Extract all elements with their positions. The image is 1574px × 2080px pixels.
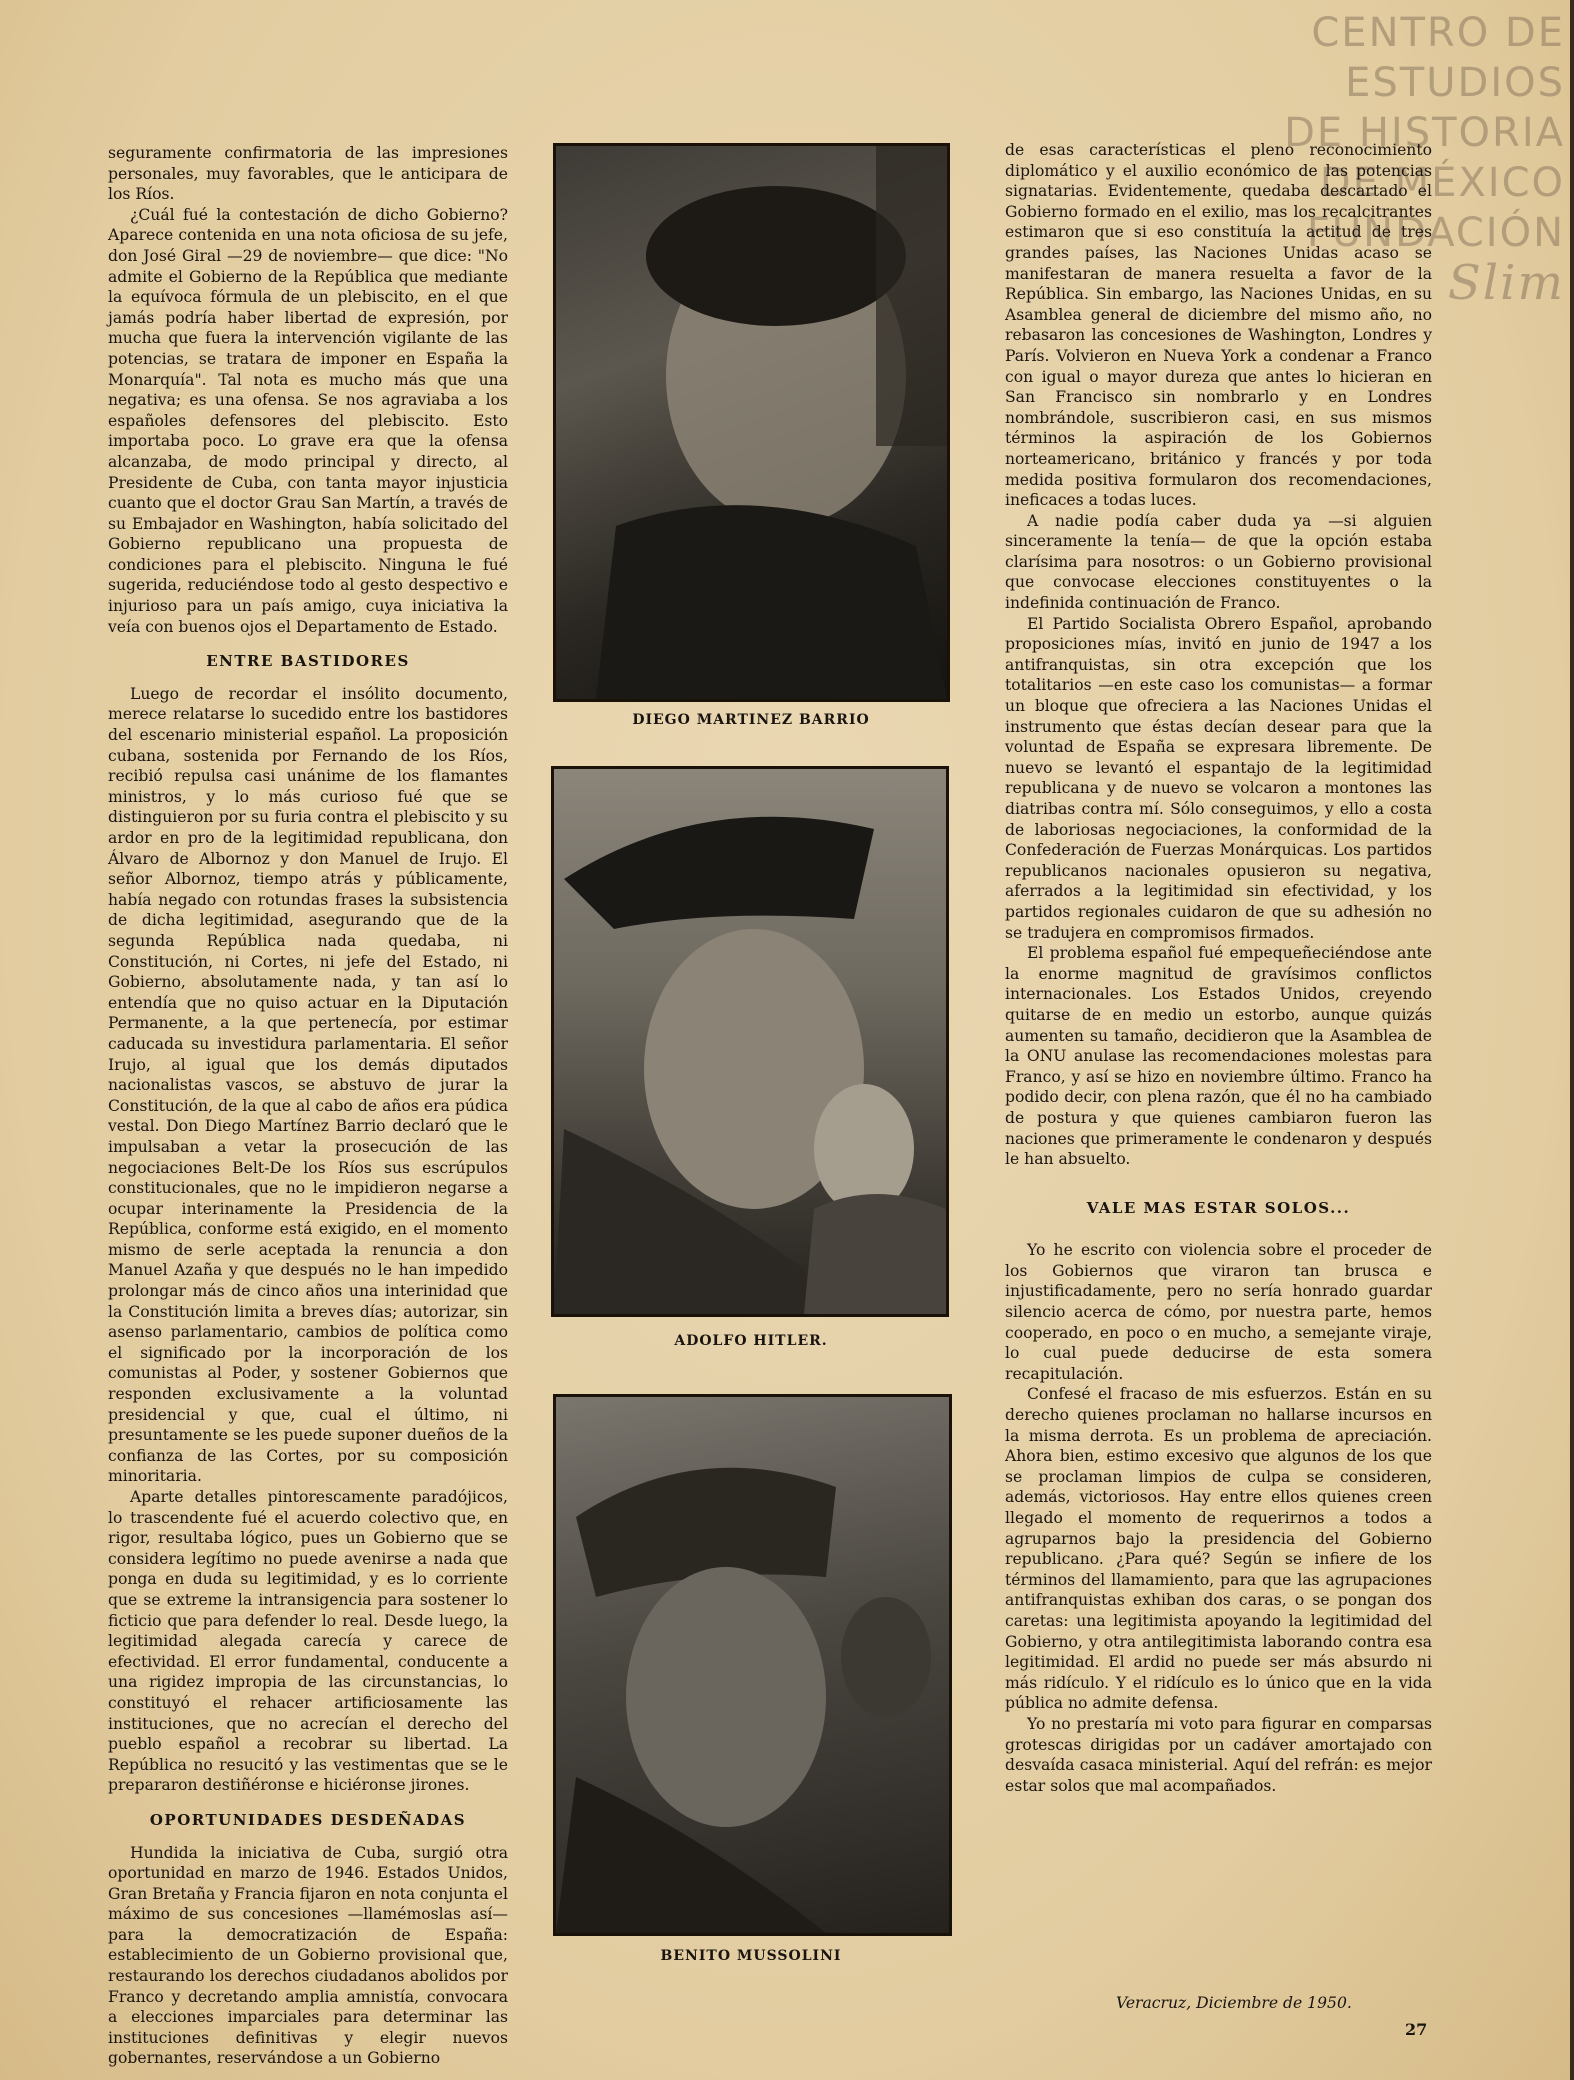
paragraph: seguramente confirmatoria de las impresiones personales, muy favorables, que le anticipara de los Ríos.	[108, 144, 508, 204]
photo-hitler	[551, 766, 949, 1317]
section-heading: VALE MAS ESTAR SOLOS...	[1086, 1198, 1351, 1217]
section-heading: OPORTUNIDADES DESDEÑADAS	[149, 1810, 467, 1829]
right-text-column	[1005, 140, 1432, 1796]
paragraph: A nadie podía caber duda ya —si alguien sinceramente la tenía— de que la opción estaba clarísima para nosotros: o un Gobierno provisional que convocase elecciones constituyentes o la indefinida continuación de Franco.	[1005, 511, 1432, 613]
portrait-image	[556, 1397, 949, 1933]
section-heading: ENTRE BASTIDORES	[206, 652, 410, 671]
photo-martinez-barrio	[553, 143, 950, 702]
archive-watermark: CENTRO DE ESTUDIOS DE HISTORIA DE MÉXICO FUNDACIÓN Slim	[1245, 8, 1565, 308]
left-text-column	[108, 143, 508, 2069]
paragraph: Confesé el fracaso de mis esfuerzos. Están en su derecho quienes proclaman no hallarse incursos en la misma derrota. Es un problema de apreciación. Ahora bien, estimo excesivo que algunos de los que se proclaman limpios de culpa se consideren, además, victoriosos. Hay entre ellos quienes creen llegado el momento de requerirnos a todos a agruparnos bajo la presidencia del Gobierno republicano. ¿Para qué? Según se infiere de los términos del llamamiento, para que las agrupaciones antifranquistas exhiban dos caras, o se pongan dos caretas: una legitimista apoyando la legitimidad del Gobierno, y otra antilegitimista laborando contra esa legitimidad. El ardid no puede ser más absurdo ni más ridículo. Y el ridículo es lo único que en la vida pública no admite defensa.	[1005, 1385, 1432, 1713]
photo-caption: BENITO MUSSOLINI	[660, 1948, 842, 1964]
paragraph: Luego de recordar el insólito documento, merece relatarse lo sucedido entre los bastidores del escenario ministerial español. La proposición cubana, sostenida por Fernando de los Ríos, recibió repulsa casi unánime de los flamantes ministros, y lo más curioso fué que se distinguieron por su furia contra el plebiscito y su ardor en pro de la legitimidad republicana, don Álvaro de Albornoz y don Manuel de Irujo. El señor Albornoz, tiempo atrás y públicamente, había negado con rotundas frases la subsistencia de dicha legitimidad, asegurando que de la segunda República nada quedaba, ni Constitución, ni Cortes, ni jefe del Estado, ni Gobierno, absolutamente nada, y tan así lo entendía que no quiso actuar en la Diputación Permanente, a la que pertenecía, por estimar caducada su investidura parlamentaria. El señor Irujo, al igual que los demás diputados nacionalistas vascos, se abstuvo de jurar la Constitución, de la que al cabo de años era púdica vestal. Don Diego Martínez Barrio declaró que le impulsaban a vetar la prosecución de las negociaciones Belt-De los Ríos sus escrúpulos constitucionales, que no le impidieron negarse a ocupar interinamente la Presidencia de la República, conforme está exigido, en el momento mismo de serle aceptada la renuncia a don Manuel Azaña y que después no le han impedido prolongar más de cinco años una interinidad que la Constitución limita a breves días; autorizar, sin asenso parlamentario, cambios de política como el significado por la incorporación de los comunistas al Poder, y sostener Gobiernos que responden exclusivamente a la voluntad presidencial y que, cual el último, ni presuntamente se les puede suponer dueños de la confianza de las Cortes, por su composición minoritaria.	[108, 684, 508, 1486]
paragraph: Aparte detalles pintorescamente paradójicos, lo trascendente fué el acuerdo colectivo que, en rigor, resultaba lógico, pues un Gobierno que se considera legítimo no puede avenirse a nada que ponga en duda su legitimidad, y es lo corriente que se extreme la intransigencia para sostener lo ficticio que para defender lo real. Desde luego, la legitimidad alegada carecía y carece de efectividad. El error fundamental, conducente a una rigidez impropia de las circunstancias, lo constituyó el rehacer artificiosamente las instituciones, que no acrecían el derecho del pueblo español a recobrar su libertad. La República no resucitó y las vestimentas que se le prepararon destiñéronse e hiciéronse jirones.	[108, 1488, 508, 1795]
photo-caption: ADOLFO HITLER.	[674, 1333, 828, 1349]
paragraph: El problema español fué empequeñeciéndose ante la enorme magnitud de gravísimos conflictos internacionales. Los Estados Unidos, creyendo quitarse de en medio un estorbo, aunque quizás aumenten su tamaño, decidieron que la Asamblea de la ONU anulase las recomendaciones molestas para Franco, y así se hizo en noviembre último. Franco ha podido decir, con plena razón, que él no ha cambiado de postura y que quienes cambiaron fueron las naciones que primeramente le condenaron y después le han absuelto.	[1005, 944, 1432, 1169]
portrait-image	[554, 769, 946, 1314]
paragraph: Yo no prestaría mi voto para figurar en comparsas grotescas dirigidas por un cadáver amortajado con desvaída casaca ministerial. Aquí del refrán: es mejor estar solos que mal acompañados.	[1005, 1714, 1432, 1795]
watermark-signature: Slim	[1447, 255, 1565, 311]
paragraph: de esas características el pleno reconocimiento diplomático y el auxilio económico de las potencias signatarias. Evidentemente, quedaba descartado el Gobierno formado en el exilio, mas los recalcitrantes estimaron que si eso constituía la actitud de tres grandes países, las Naciones Unidas acaso se manifestaran de manera resuelta a favor de la República. Sin embargo, las Naciones Unidas, en su Asamblea general de diciembre del mismo año, no rebasaron las concesiones de Washington, Londres y París. Volvieron en Nueva York a condenar a Franco con igual o mayor dureza que antes lo hicieran en San Francisco sin nombrarlo y en Londres nombrándole, suscribieron casi, en sus mismos términos la aspiración de los Gobiernos norteamericano, británico y francés y por toda medida positiva formularon dos recomendaciones, ineficaces a todas luces.	[1005, 141, 1432, 510]
paragraph: El Partido Socialista Obrero Español, aprobando proposiciones mías, invitó en junio de 1947 a los antifranquistas, sin otra excepción que los totalitarios —en este caso los comunistas— a formar un bloque que ofreciera a las Naciones Unidas el instrumento que éstas decían desear para que la voluntad de España se expresara libremente. De nuevo se levantó el espantajo de la legitimidad republicana y de nuevo se volcaron a montones las diatribas contra mí. Sólo conseguimos, y ello a costa de laboriosas negociaciones, la conformidad de la Confederación de Fuerzas Monárquicas. Los partidos republicanos nacionales opusieron su negativa, aferrados a la legitimidad sin efectividad, y los partidos regionales cuidaron de que su adhesión no se tradujera en compromisos firmados.	[1005, 614, 1432, 942]
dateline: Veracruz, Diciembre de 1950.	[1116, 1994, 1352, 2012]
portrait-image	[556, 146, 947, 699]
page-number: 27	[1405, 2020, 1428, 2039]
paragraph: Hundida la iniciativa de Cuba, surgió otra oportunidad en marzo de 1946. Estados Unidos, Gran Bretaña y Francia fijaron en nota conjunta el máximo de sus concesiones —llamémoslas así— para la democratización de España: establecimiento de un Gobierno provisional que, restaurando los derechos ciudadanos abolidos por Franco y decretando amplia amnistía, convocara a elecciones imparciales para determinar las instituciones definitivas y elegir nuevos gobernantes, reservándose a un Gobierno	[108, 1843, 508, 2068]
paragraph: ¿Cuál fué la contestación de dicho Gobierno? Aparece contenida en una nota oficiosa de su jefe, don José Giral —29 de noviembre— que dice: "No admite el Gobierno de la República que mediante la equívoca fórmula de un plebiscito, en el que jamás podría haber libertad de expresión, por mucha que fuera la intervención vigilante de las potencias, se tratara de imponer en España la Monarquía". Tal nota es mucho más que una negativa; es una ofensa. Se nos agraviaba a los españoles defensores del plebiscito. Esto importaba poco. Lo grave era que la ofensa alcanzaba, de modo principal y directo, al Presidente de Cuba, con tanta mayor injusticia cuanto que el doctor Grau San Martín, a través de su Embajador en Washington, había solicitado del Gobierno republicano una propuesta de condiciones para el plebiscito. Ninguna le fué sugerida, reduciéndose todo al gesto despectivo e injurioso para un país amigo, cuya iniciativa la veía con buenos ojos el Departamento de Estado.	[108, 205, 508, 636]
paragraph: Yo he escrito con violencia sobre el proceder de los Gobiernos que viraron tan brusca e injustificadamente, pero no sería honrado guardar silencio acerca de cómo, por nuestra parte, hemos cooperado, en poco o en mucho, a semejante viraje, lo cual puede deducirse de esta somera recapitulación.	[1005, 1241, 1432, 1383]
photo-mussolini	[553, 1394, 952, 1936]
photo-caption: DIEGO MARTINEZ BARRIO	[632, 712, 870, 728]
